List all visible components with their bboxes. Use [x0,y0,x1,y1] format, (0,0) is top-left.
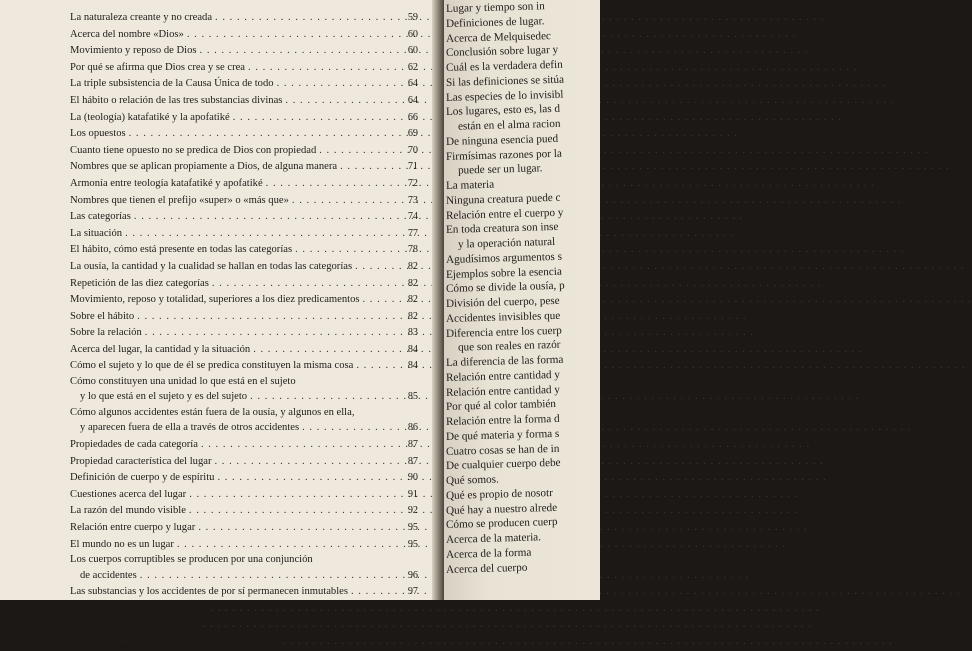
toc-entry [70,537,418,554]
toc-line-partial: Acerca del cuerpo [445,561,528,576]
toc-entry-title: La situación [70,227,123,239]
toc-line-partial: están en el alma racion [457,117,561,133]
toc-line-partial: La diferencia de las forma [445,353,564,369]
toc-entry-title: Repetición de las diez categorías [70,277,209,289]
toc-entry-title: Los cuerpos corruptibles se producen por una conjunción [70,554,313,566]
toc-page-number: 66 [407,111,418,123]
toc-entry-title: Cómo el sujeto y lo que de él se predica constituyen la misma cosa [70,360,354,372]
toc-line-partial: Cuál es la verdadera defin [445,58,563,74]
left-page [0,0,438,647]
toc-page-number: 72 [407,177,418,189]
dot-leader [233,110,395,126]
toc-entry [70,503,418,520]
dot-leader [302,420,395,436]
toc-line-partial: Relación entre cantidad y [445,383,561,399]
dot-leader [351,584,395,600]
toc-entry [70,325,418,342]
toc-line-partial: Las especies de lo invisibl [445,88,564,104]
toc-entry [70,375,418,406]
toc-line-partial: La materia [445,178,495,192]
toc-entry [70,209,418,226]
dot-leader [319,143,395,159]
toc-entry-title: de accidentes [80,569,137,581]
toc-entry [70,259,418,276]
toc-entry [70,342,418,359]
toc-entry-title: Las partes del mundo no son propiamente lugares [70,635,281,647]
toc-page-number: 59 [407,12,418,23]
toc-line-partial: Definiciones de lugar. [445,15,545,30]
toc-page-number: 60 [407,28,418,40]
toc-line-partial: Ninguna creatura puede c [445,191,561,207]
toc-entry-title: Definición de cuerpo y de espíritu [70,472,215,484]
toc-entry-title: Relación entre cuerpo y lugar [70,522,196,533]
toc-entry-title: La razón del mundo visible [70,505,186,517]
toc-entry-title: El hábito, cómo está presente en todas las categorías [70,244,293,256]
toc-entry [70,520,418,537]
toc-line-partial: De ninguna esencia pued [445,132,559,148]
toc-page-number: 71 [407,161,418,173]
toc-page-number: 82 [407,277,418,289]
table-of-contents [70,10,418,651]
dot-leader [203,617,395,633]
toc-entry [70,553,418,584]
toc-entry [70,309,418,326]
toc-entry [70,176,418,193]
dot-leader [340,159,395,175]
toc-entry-title: Movimiento y reposo de Dios [70,45,197,57]
dot-leader [189,487,395,503]
toc-line-partial: Cómo se producen cuerp [445,516,558,532]
toc-entry [70,276,418,293]
dot-leader [266,176,395,192]
toc-entry [70,110,418,127]
toc-page-number: 77 [407,227,418,239]
toc-entry [70,470,418,487]
toc-line-partial: Firmísimas razones por la [445,147,563,163]
dot-leader [212,276,395,292]
dot-leader [137,309,395,325]
toc-entry-title: El mundo no es un lugar [70,538,174,550]
right-page-contents [446,2,626,577]
toc-entry [70,584,418,601]
toc-entry-title: Acerca del lugar, la cantidad y la situación [70,343,251,355]
toc-entry [70,43,418,60]
dot-leader [145,325,395,341]
toc-line-partial: Los lugares, esto es, las d [445,103,561,119]
dot-leader [189,503,395,519]
toc-entry-title: Propiedades de cada categoría [70,439,198,451]
dot-leader [363,292,396,308]
toc-page-number: 87 [407,439,418,451]
toc-line-partial: y la operación natural [457,235,556,251]
dot-leader [277,76,395,92]
toc-entry [70,27,418,44]
toc-entry-title: La triple subsistencia de la Causa Única de todo [70,78,274,90]
dot-leader [355,259,395,275]
toc-line-partial: Acerca de Melquisedec [445,29,552,45]
toc-line-partial: Qué es propio de nosotr [445,486,554,502]
dot-leader [187,27,395,43]
toc-page-number: 64 [407,78,418,90]
toc-page-number: 97 [407,602,418,614]
toc-entry [70,93,418,110]
toc-page-number: 99 [407,635,418,647]
toc-line-partial: Diferencia entre los cuerp [445,324,562,340]
toc-entry [70,76,418,93]
toc-page-number: 74 [407,211,418,223]
dot-leader [285,93,395,109]
toc-entry [70,437,418,454]
toc-entry-title: Nombres que se aplican propiamente a Dios, de alguna manera [70,161,338,173]
toc-page-number: 85 [407,391,418,403]
toc-entry-title: Nombres que tienen el prefijo «super» o «más que» [70,194,289,206]
toc-line-partial: Cuatro cosas se han de in [445,442,560,458]
toc-page-number: 84 [407,360,418,372]
toc-page-number: 64 [407,94,418,106]
toc-page-number: 97 [407,586,418,598]
toc-entry [70,226,418,243]
toc-entry [70,292,418,309]
right-page [444,0,600,600]
toc-entry-title: y lo que está en el sujeto y es del sujeto [80,391,248,403]
toc-entry [70,454,418,471]
toc-page-number: 82 [407,294,418,306]
toc-entry [70,193,418,210]
toc-line-partial: Conclusión sobre lugar y [445,44,559,60]
toc-entry-title: Sobre la relación [70,327,142,339]
dot-leader [295,242,395,258]
toc-line-partial: Si las definiciones se sitúa [445,73,565,89]
dot-leader [140,568,395,584]
toc-page-number: 87 [407,455,418,467]
toc-page-number: 95 [407,522,418,533]
toc-entry-title: Armonía entre teología katafatiké y apofatiké [70,177,263,189]
toc-entry [70,159,418,176]
toc-line-partial: Lugar y tiempo son in [445,0,545,15]
dot-leader [292,193,395,209]
dot-leader [210,601,395,617]
toc-entry-title: Movimiento, reposo y totalidad, superiores a los diez predicamentos [70,294,360,306]
dot-leader [253,342,395,358]
toc-entry-title: Acerca del nombre «Dios» [70,28,184,40]
dot-leader [201,437,395,453]
dot-leader [129,126,395,142]
toc-line-partial: Acerca de la forma [445,546,532,561]
toc-entry-title: Cuestiones acerca del lugar [70,488,187,500]
toc-line-partial: De qué materia y forma s [445,427,560,443]
toc-line-partial: Agudísimos argumentos s [445,250,563,266]
toc-page-number: 84 [407,343,418,355]
toc-entry [70,60,418,77]
dot-leader [198,520,395,536]
toc-page-number: 91 [407,488,418,500]
toc-line-partial: Relación entre el cuerpo y [445,206,564,222]
toc-line-partial: Acerca de la materia. [445,531,542,546]
dot-leader [356,358,395,374]
dot-leader [283,634,395,650]
toc-entry-title: Las categorías [70,211,131,223]
toc-line-partial: De cualquier cuerpo debe [445,457,561,473]
dot-leader [250,389,395,405]
toc-page-number: 90 [407,472,418,484]
toc-entry [70,358,418,375]
dot-leader [134,209,395,225]
dot-leader [177,537,395,553]
toc-entry [70,406,418,437]
toc-entry [70,487,418,504]
toc-entry-title: La (teología) katafatiké y la apofatiké [70,111,230,123]
toc-entry [70,617,418,634]
toc-entry-title: Las substancias y los accidentes de por sí permanecen inmutables [70,586,348,598]
dot-leader [214,454,395,470]
toc-entry-title: La ousía, la cantidad y la cualidad se hallan en todas las categorías [70,260,353,272]
toc-line-partial: Ejemplos sobre la esencia [445,265,562,281]
toc-entry-title: Los opuestos [70,128,126,140]
toc-line-partial: que son reales en razór [457,339,561,354]
toc-entry-title: Cómo algunos accidentes están fuera de la ousía, y algunos en ella, [70,407,355,419]
dot-leader [215,10,395,26]
toc-entry [70,10,418,27]
toc-page-number: 78 [407,244,418,256]
toc-line-partial: Cómo se divide la ousía, p [445,279,565,296]
dot-leader [217,470,395,486]
toc-entry-title: y aparecen fuera de ella a través de otros accidentes [80,422,300,434]
toc-entry [70,634,418,651]
toc-entry [70,143,418,160]
toc-page-number: 73 [407,194,418,206]
toc-entry [70,126,418,143]
toc-line-partial: División del cuerpo, pese [445,294,560,310]
toc-page-number: 95 [407,538,418,550]
toc-entry-title: Por qué se afirma que Dios crea y se crea [70,61,246,73]
dot-leader [248,60,395,76]
toc-line-partial: Qué hay a nuestro alrede [445,501,558,517]
book-gutter [432,0,444,600]
toc-line-partial: Relación entre cantidad y [445,368,561,384]
toc-page-number: 98 [407,619,418,631]
dot-leader [200,43,395,59]
toc-entry [70,242,418,259]
toc-page-number: 83 [407,327,418,339]
toc-page-number: 96 [407,569,418,581]
toc-line-partial: puede ser un lugar. [457,162,543,177]
toc-line-partial: Relación entre la forma d [445,412,560,428]
toc-line-partial: Por qué al color también [445,398,557,414]
toc-page-number: 60 [407,45,418,57]
toc-entry-title: La naturaleza creante y no creada [70,12,213,23]
toc-entry [70,601,418,618]
toc-entry-title: Definición de vista y de visión [70,619,200,631]
toc-page-number: 70 [407,144,418,156]
toc-entry-title: Cuanto tiene opuesto no se predica de Dios con propiedad [70,144,317,156]
toc-line-partial: Qué somos. [445,473,499,487]
toc-page-number: 86 [407,422,418,434]
toc-entry-title: Sobre el hábito [70,310,135,322]
toc-page-number: 82 [407,310,418,322]
toc-page-number: 69 [407,128,418,140]
toc-page-number: 82 [407,260,418,272]
toc-line-partial: Accidentes invisibles que [445,309,561,325]
toc-entry-title: Por qué el mundo no es un lugar [70,602,208,614]
toc-entry-title: Propiedad característica del lugar [70,455,212,467]
toc-entry-title: El hábito o relación de las tres substancias divinas [70,94,283,106]
toc-line-partial: En toda creatura son inse [445,221,559,237]
toc-page-number: 92 [407,505,418,517]
dot-leader [125,226,395,242]
toc-page-number: 62 [407,61,418,73]
toc-entry-title: Cómo constituyen una unidad lo que está en el sujeto [70,376,296,388]
